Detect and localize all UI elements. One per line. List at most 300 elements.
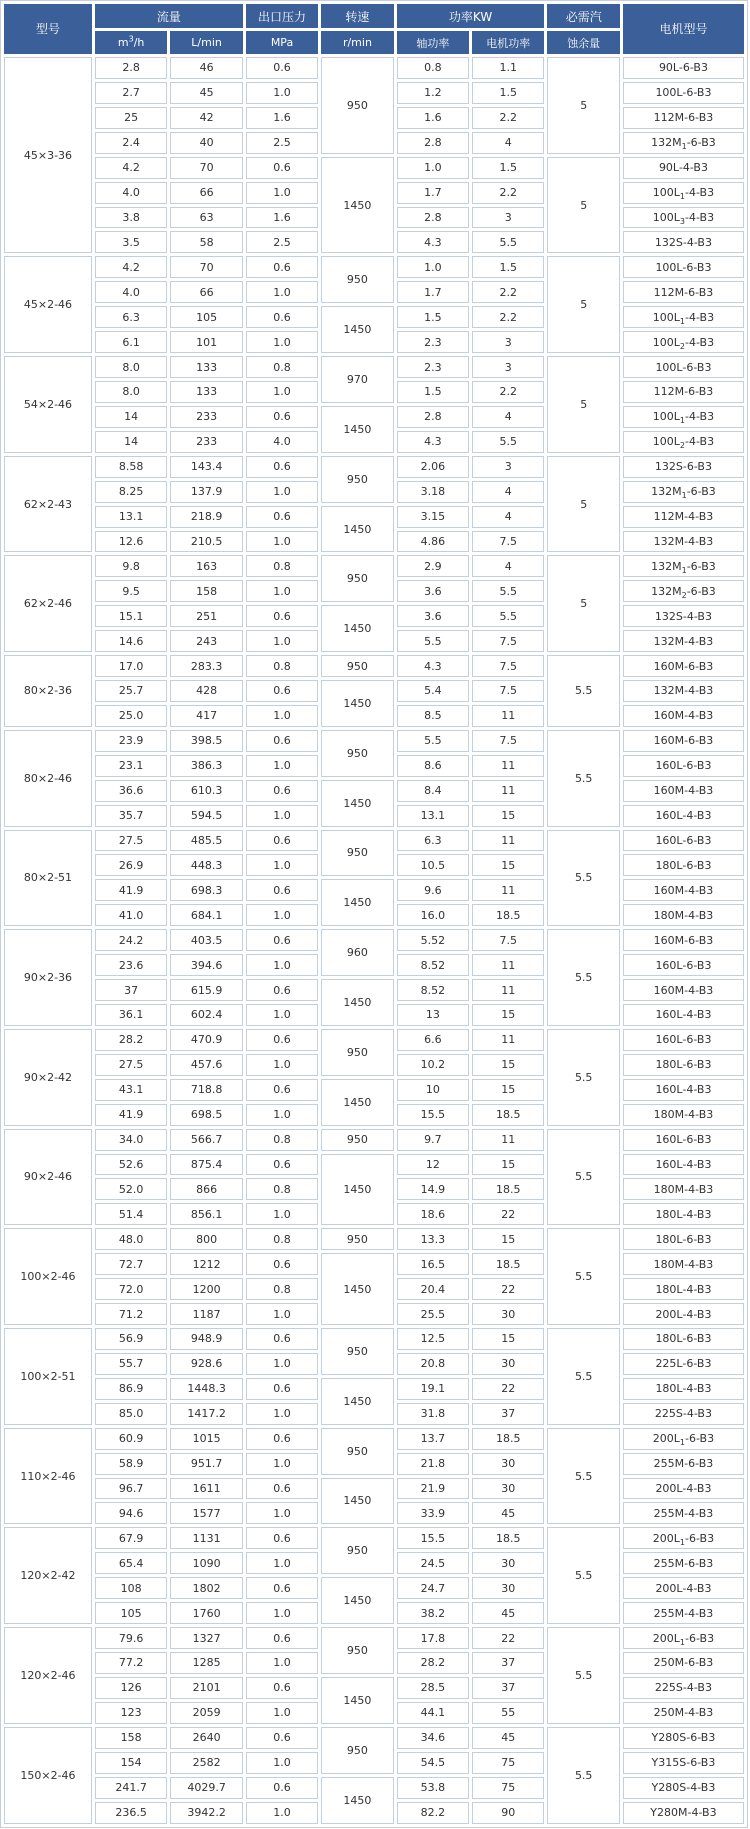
motor-power-cell: 11 bbox=[472, 979, 544, 1001]
motor-power-cell: 5.5 bbox=[472, 605, 544, 627]
flow-lmin-cell: 101 bbox=[170, 331, 242, 353]
motor-model-cell bbox=[623, 630, 744, 652]
motor-model-cell bbox=[623, 1802, 744, 1824]
pressure-cell: 1.0 bbox=[246, 1054, 318, 1076]
pump-model-cell: 120×2-46 bbox=[4, 1627, 92, 1724]
motor-model-text: 100L-6-B3 bbox=[655, 260, 712, 274]
motor-model-cell bbox=[623, 1677, 744, 1699]
flow-m3h-cell: 3.8 bbox=[95, 207, 167, 229]
shaft-power-cell: 1.5 bbox=[397, 306, 469, 328]
flow-m3h-cell: 108 bbox=[95, 1577, 167, 1599]
motor-power-cell: 4 bbox=[472, 506, 544, 528]
flow-m3h-cell: 27.5 bbox=[95, 1054, 167, 1076]
motor-power-cell: 18.5 bbox=[472, 1253, 544, 1275]
shaft-power-cell: 5.5 bbox=[397, 630, 469, 652]
table-row bbox=[4, 1478, 744, 1500]
motor-model-text: 160L-6-B3 bbox=[655, 1133, 712, 1147]
speed-cell: 1450 bbox=[321, 406, 393, 453]
motor-model-subscript: 2 bbox=[679, 341, 686, 351]
table-row bbox=[4, 605, 744, 627]
motor-model-subscript: 1 bbox=[679, 316, 686, 326]
flow-m3h-cell: 72.7 bbox=[95, 1253, 167, 1275]
shaft-power-cell: 2.8 bbox=[397, 207, 469, 229]
motor-model-cell bbox=[623, 506, 744, 528]
pump-model-cell: 80×2-46 bbox=[4, 730, 92, 827]
shaft-power-cell: 10.5 bbox=[397, 854, 469, 876]
header-speed-unit: r/min bbox=[321, 31, 393, 54]
motor-model-text: 132M-4-B3 bbox=[653, 684, 714, 698]
table-row bbox=[4, 929, 744, 951]
table-row bbox=[4, 979, 744, 1001]
shaft-power-cell: 5.5 bbox=[397, 730, 469, 752]
flow-lmin-cell: 1200 bbox=[170, 1278, 242, 1300]
motor-power-cell: 5.5 bbox=[472, 580, 544, 602]
motor-model-subscript: 1 bbox=[679, 1637, 686, 1647]
motor-model-cell bbox=[623, 256, 744, 278]
header-motor-power: 电机功率 bbox=[472, 31, 544, 54]
motor-power-cell: 3 bbox=[472, 456, 544, 478]
motor-model-cell bbox=[623, 1129, 744, 1151]
pump-model-cell: 62×2-43 bbox=[4, 456, 92, 553]
motor-power-cell: 15 bbox=[472, 805, 544, 827]
motor-model-subscript: 1 bbox=[681, 142, 687, 152]
flow-m3h-cell: 41.9 bbox=[95, 1104, 167, 1126]
flow-lmin-cell: 2582 bbox=[170, 1752, 242, 1774]
pressure-cell: 1.0 bbox=[246, 755, 318, 777]
pressure-cell: 0.6 bbox=[246, 1777, 318, 1799]
flow-lmin-cell: 398.5 bbox=[170, 730, 242, 752]
motor-model-text: 180L-6-B3 bbox=[655, 1232, 712, 1246]
flow-m3h-cell: 34.0 bbox=[95, 1129, 167, 1151]
shaft-power-cell: 24.5 bbox=[397, 1552, 469, 1574]
flow-m3h-cell: 2.7 bbox=[95, 82, 167, 104]
pressure-cell: 1.0 bbox=[246, 580, 318, 602]
motor-model-cell bbox=[623, 481, 744, 503]
table-row bbox=[4, 1677, 744, 1699]
flow-m3h-cell: 24.2 bbox=[95, 929, 167, 951]
shaft-power-cell: 54.5 bbox=[397, 1752, 469, 1774]
pressure-cell: 1.0 bbox=[246, 705, 318, 727]
motor-model-text: Y280M-4-B3 bbox=[650, 1806, 717, 1820]
motor-model-cell bbox=[623, 755, 744, 777]
pressure-cell: 4.0 bbox=[246, 431, 318, 453]
motor-model-text: 160L-6-B3 bbox=[655, 759, 712, 773]
table-row bbox=[4, 1129, 744, 1151]
motor-model-subscript: 1 bbox=[679, 1438, 686, 1448]
flow-m3h-cell: 58.9 bbox=[95, 1453, 167, 1475]
table-row bbox=[4, 730, 744, 752]
table-row bbox=[4, 1253, 744, 1275]
flow-lmin-cell: 40 bbox=[170, 132, 242, 154]
table-row bbox=[4, 356, 744, 378]
motor-model-text: 100L bbox=[652, 335, 680, 349]
flow-lmin-cell: 233 bbox=[170, 431, 242, 453]
pressure-cell: 1.0 bbox=[246, 1752, 318, 1774]
shaft-power-cell: 5.4 bbox=[397, 680, 469, 702]
motor-model-subscript: 2 bbox=[681, 590, 687, 600]
motor-model-cell bbox=[623, 1029, 744, 1051]
motor-power-cell: 4 bbox=[472, 132, 544, 154]
motor-power-cell: 4 bbox=[472, 555, 544, 577]
shaft-power-cell: 5.52 bbox=[397, 929, 469, 951]
pressure-cell: 0.8 bbox=[246, 1228, 318, 1250]
speed-cell: 1450 bbox=[321, 1154, 393, 1226]
motor-power-cell: 22 bbox=[472, 1378, 544, 1400]
shaft-power-cell: 10 bbox=[397, 1079, 469, 1101]
motor-model-cell bbox=[623, 82, 744, 104]
flow-m3h-cell: 36.6 bbox=[95, 780, 167, 802]
motor-model-subscript: 1 bbox=[679, 192, 686, 202]
flow-lmin-cell: 403.5 bbox=[170, 929, 242, 951]
pump-model-cell: 100×2-51 bbox=[4, 1328, 92, 1425]
motor-model-text: 112M-4-B3 bbox=[653, 510, 714, 524]
flow-lmin-cell: 233 bbox=[170, 406, 242, 428]
speed-cell: 970 bbox=[321, 356, 393, 403]
flow-m3h-cell: 77.2 bbox=[95, 1652, 167, 1674]
motor-power-cell: 11 bbox=[472, 755, 544, 777]
flow-lmin-cell: 143.4 bbox=[170, 456, 242, 478]
motor-model-text: 132M bbox=[651, 559, 682, 573]
pressure-cell: 0.6 bbox=[246, 1627, 318, 1649]
shaft-power-cell: 15.5 bbox=[397, 1527, 469, 1549]
pressure-cell: 1.0 bbox=[246, 1104, 318, 1126]
motor-model-cell bbox=[623, 1777, 744, 1799]
flow-lmin-cell: 866 bbox=[170, 1178, 242, 1200]
motor-power-cell: 2.2 bbox=[472, 281, 544, 303]
speed-cell: 1450 bbox=[321, 780, 393, 827]
flow-m3h-cell: 65.4 bbox=[95, 1552, 167, 1574]
table-row bbox=[4, 1228, 744, 1250]
speed-cell: 1450 bbox=[321, 1079, 393, 1126]
motor-model-cell bbox=[623, 1278, 744, 1300]
motor-model-text: 132M-4-B3 bbox=[653, 534, 714, 548]
table-row bbox=[4, 1378, 744, 1400]
motor-model-text: 160L-4-B3 bbox=[655, 1083, 712, 1097]
header-pressure-unit: MPa bbox=[246, 31, 318, 54]
motor-model-text: 200L-4-B3 bbox=[655, 1581, 712, 1595]
motor-model-text: 180L-6-B3 bbox=[655, 1058, 712, 1072]
shaft-power-cell: 4.3 bbox=[397, 431, 469, 453]
flow-lmin-cell: 602.4 bbox=[170, 1004, 242, 1026]
flow-lmin-cell: 133 bbox=[170, 356, 242, 378]
shaft-power-cell: 34.6 bbox=[397, 1727, 469, 1749]
motor-model-cell bbox=[623, 356, 744, 378]
table-row bbox=[4, 157, 744, 179]
speed-cell: 1450 bbox=[321, 979, 393, 1026]
speed-cell: 950 bbox=[321, 1129, 393, 1151]
shaft-power-cell: 8.5 bbox=[397, 705, 469, 727]
flow-lmin-cell: 283.3 bbox=[170, 655, 242, 677]
table-row bbox=[4, 1428, 744, 1450]
pressure-cell: 0.6 bbox=[246, 406, 318, 428]
shaft-power-cell: 13.7 bbox=[397, 1428, 469, 1450]
header-npsh-line1: 必需汽 bbox=[547, 4, 619, 28]
shaft-power-cell: 18.6 bbox=[397, 1203, 469, 1225]
motor-power-cell: 75 bbox=[472, 1777, 544, 1799]
flow-m3h-cell: 126 bbox=[95, 1677, 167, 1699]
flow-lmin-cell: 615.9 bbox=[170, 979, 242, 1001]
motor-model-cell bbox=[623, 1552, 744, 1574]
speed-cell: 950 bbox=[321, 830, 393, 877]
motor-model-suffix: -6-B3 bbox=[685, 1531, 715, 1545]
flow-m3h-cell: 71.2 bbox=[95, 1303, 167, 1325]
pump-model-cell: 120×2-42 bbox=[4, 1527, 92, 1624]
shaft-power-cell: 16.5 bbox=[397, 1253, 469, 1275]
flow-m3h-cell: 4.0 bbox=[95, 281, 167, 303]
motor-model-cell bbox=[623, 207, 744, 229]
flow-lmin-cell: 70 bbox=[170, 157, 242, 179]
npsh-cell: 5 bbox=[547, 456, 619, 553]
shaft-power-cell: 20.4 bbox=[397, 1278, 469, 1300]
motor-power-cell: 11 bbox=[472, 1129, 544, 1151]
pressure-cell: 0.6 bbox=[246, 456, 318, 478]
motor-model-cell bbox=[623, 57, 744, 79]
npsh-cell: 5.5 bbox=[547, 1129, 619, 1226]
pressure-cell: 0.6 bbox=[246, 1527, 318, 1549]
motor-model-cell bbox=[623, 1203, 744, 1225]
motor-power-cell: 55 bbox=[472, 1702, 544, 1724]
unit-m3h-sup: 3 bbox=[128, 34, 134, 44]
motor-model-text: 160M-4-B3 bbox=[653, 983, 714, 997]
motor-model-cell bbox=[623, 531, 744, 553]
speed-cell: 1450 bbox=[321, 1478, 393, 1525]
pressure-cell: 1.0 bbox=[246, 904, 318, 926]
pressure-cell: 0.6 bbox=[246, 1727, 318, 1749]
table-row bbox=[4, 780, 744, 802]
motor-power-cell: 30 bbox=[472, 1453, 544, 1475]
pump-model-cell: 80×2-51 bbox=[4, 830, 92, 927]
flow-m3h-cell: 23.9 bbox=[95, 730, 167, 752]
pressure-cell: 1.0 bbox=[246, 82, 318, 104]
motor-power-cell: 30 bbox=[472, 1577, 544, 1599]
motor-power-cell: 45 bbox=[472, 1502, 544, 1524]
motor-model-cell bbox=[623, 1577, 744, 1599]
flow-lmin-cell: 42 bbox=[170, 107, 242, 129]
motor-power-cell: 15 bbox=[472, 1154, 544, 1176]
motor-model-suffix: -4-B3 bbox=[685, 335, 715, 349]
flow-lmin-cell: 66 bbox=[170, 281, 242, 303]
pressure-cell: 1.6 bbox=[246, 107, 318, 129]
motor-model-cell bbox=[623, 431, 744, 453]
motor-model-subscript: 3 bbox=[679, 217, 686, 227]
flow-m3h-cell: 8.25 bbox=[95, 481, 167, 503]
flow-lmin-cell: 1212 bbox=[170, 1253, 242, 1275]
motor-model-cell bbox=[623, 1228, 744, 1250]
motor-model-cell bbox=[623, 1253, 744, 1275]
motor-power-cell: 90 bbox=[472, 1802, 544, 1824]
flow-lmin-cell: 1285 bbox=[170, 1652, 242, 1674]
flow-lmin-cell: 1187 bbox=[170, 1303, 242, 1325]
motor-power-cell: 18.5 bbox=[472, 1104, 544, 1126]
shaft-power-cell: 1.0 bbox=[397, 157, 469, 179]
motor-power-cell: 1.5 bbox=[472, 256, 544, 278]
npsh-cell: 5.5 bbox=[547, 830, 619, 927]
motor-model-suffix: -6-B3 bbox=[685, 1631, 715, 1645]
motor-model-cell bbox=[623, 929, 744, 951]
motor-model-text: 160L-6-B3 bbox=[655, 834, 712, 848]
motor-power-cell: 7.5 bbox=[472, 630, 544, 652]
motor-model-text: 112M-6-B3 bbox=[653, 385, 714, 399]
npsh-cell: 5 bbox=[547, 57, 619, 154]
motor-model-text: 255M-6-B3 bbox=[653, 1556, 714, 1570]
pressure-cell: 0.6 bbox=[246, 929, 318, 951]
header-row-1 bbox=[4, 4, 744, 28]
shaft-power-cell: 14.9 bbox=[397, 1178, 469, 1200]
motor-model-text: 200L-4-B3 bbox=[655, 1307, 712, 1321]
pressure-cell: 0.8 bbox=[246, 1278, 318, 1300]
npsh-cell: 5.5 bbox=[547, 655, 619, 727]
table-row bbox=[4, 555, 744, 577]
pump-model-cell: 90×2-42 bbox=[4, 1029, 92, 1126]
table-row bbox=[4, 680, 744, 702]
pressure-cell: 1.0 bbox=[246, 1353, 318, 1375]
flow-m3h-cell: 12.6 bbox=[95, 531, 167, 553]
motor-power-cell: 37 bbox=[472, 1652, 544, 1674]
shaft-power-cell: 15.5 bbox=[397, 1104, 469, 1126]
flow-m3h-cell: 56.9 bbox=[95, 1328, 167, 1350]
motor-model-text: 180L-4-B3 bbox=[655, 1382, 712, 1396]
shaft-power-cell: 4.86 bbox=[397, 531, 469, 553]
flow-lmin-cell: 485.5 bbox=[170, 830, 242, 852]
motor-model-cell bbox=[623, 580, 744, 602]
motor-power-cell: 1.5 bbox=[472, 157, 544, 179]
shaft-power-cell: 20.8 bbox=[397, 1353, 469, 1375]
table-row bbox=[4, 1029, 744, 1051]
motor-model-text: 132M bbox=[651, 584, 682, 598]
flow-lmin-cell: 2640 bbox=[170, 1727, 242, 1749]
flow-lmin-cell: 63 bbox=[170, 207, 242, 229]
motor-model-cell bbox=[623, 1502, 744, 1524]
motor-model-text: 200L bbox=[652, 1531, 680, 1545]
flow-m3h-cell: 86.9 bbox=[95, 1378, 167, 1400]
pump-model-cell: 80×2-36 bbox=[4, 655, 92, 727]
motor-power-cell: 1.5 bbox=[472, 82, 544, 104]
npsh-cell: 5 bbox=[547, 256, 619, 353]
npsh-cell: 5 bbox=[547, 356, 619, 453]
flow-lmin-cell: 3942.2 bbox=[170, 1802, 242, 1824]
pressure-cell: 0.6 bbox=[246, 1079, 318, 1101]
table-row bbox=[4, 1527, 744, 1549]
speed-cell: 1450 bbox=[321, 879, 393, 926]
pressure-cell: 1.0 bbox=[246, 182, 318, 204]
pressure-cell: 0.6 bbox=[246, 157, 318, 179]
shaft-power-cell: 12 bbox=[397, 1154, 469, 1176]
motor-model-suffix: -4-B3 bbox=[685, 435, 715, 449]
speed-cell: 950 bbox=[321, 1029, 393, 1076]
motor-power-cell: 3 bbox=[472, 207, 544, 229]
motor-model-cell bbox=[623, 1054, 744, 1076]
shaft-power-cell: 33.9 bbox=[397, 1502, 469, 1524]
motor-power-cell: 45 bbox=[472, 1727, 544, 1749]
motor-model-text: 100L bbox=[652, 410, 680, 424]
pressure-cell: 1.0 bbox=[246, 531, 318, 553]
motor-model-subscript: 1 bbox=[679, 416, 686, 426]
flow-lmin-cell: 1802 bbox=[170, 1577, 242, 1599]
motor-model-subscript: 1 bbox=[681, 566, 687, 576]
motor-model-cell bbox=[623, 1428, 744, 1450]
motor-model-cell bbox=[623, 231, 744, 253]
motor-power-cell: 7.5 bbox=[472, 531, 544, 553]
motor-model-text: 160M-6-B3 bbox=[653, 734, 714, 748]
motor-power-cell: 3 bbox=[472, 356, 544, 378]
motor-model-cell bbox=[623, 1702, 744, 1724]
motor-power-cell: 2.2 bbox=[472, 306, 544, 328]
shaft-power-cell: 4.3 bbox=[397, 231, 469, 253]
shaft-power-cell: 28.2 bbox=[397, 1652, 469, 1674]
flow-lmin-cell: 610.3 bbox=[170, 780, 242, 802]
flow-lmin-cell: 46 bbox=[170, 57, 242, 79]
shaft-power-cell: 38.2 bbox=[397, 1602, 469, 1624]
pressure-cell: 1.0 bbox=[246, 1802, 318, 1824]
flow-lmin-cell: 448.3 bbox=[170, 854, 242, 876]
pressure-cell: 0.6 bbox=[246, 979, 318, 1001]
motor-model-suffix: -4-B3 bbox=[685, 210, 715, 224]
motor-power-cell: 18.5 bbox=[472, 1428, 544, 1450]
motor-model-text: 90L-6-B3 bbox=[658, 61, 708, 75]
flow-m3h-cell: 52.0 bbox=[95, 1178, 167, 1200]
header-pressure: 出口压力 bbox=[246, 4, 318, 28]
unit-m3h-base: m bbox=[117, 36, 129, 49]
shaft-power-cell: 24.7 bbox=[397, 1577, 469, 1599]
motor-model-text: 180M-4-B3 bbox=[653, 1182, 714, 1196]
shaft-power-cell: 1.7 bbox=[397, 281, 469, 303]
shaft-power-cell: 44.1 bbox=[397, 1702, 469, 1724]
speed-cell: 1450 bbox=[321, 157, 393, 254]
flow-lmin-cell: 1327 bbox=[170, 1627, 242, 1649]
header-npsh-line2: 蚀余量 bbox=[547, 31, 619, 54]
flow-lmin-cell: 2059 bbox=[170, 1702, 242, 1724]
speed-cell: 950 bbox=[321, 1627, 393, 1674]
pump-model-cell: 45×2-46 bbox=[4, 256, 92, 353]
pump-model-cell: 90×2-46 bbox=[4, 1129, 92, 1226]
motor-model-cell bbox=[623, 730, 744, 752]
motor-model-text: 250M-4-B3 bbox=[653, 1706, 714, 1720]
table-row bbox=[4, 1328, 744, 1350]
motor-model-suffix: -4-B3 bbox=[685, 410, 715, 424]
motor-power-cell: 7.5 bbox=[472, 730, 544, 752]
shaft-power-cell: 8.6 bbox=[397, 755, 469, 777]
flow-m3h-cell: 3.5 bbox=[95, 231, 167, 253]
motor-model-text: Y280S-6-B3 bbox=[651, 1731, 716, 1745]
flow-lmin-cell: 1611 bbox=[170, 1478, 242, 1500]
motor-model-text: 132S-4-B3 bbox=[654, 235, 712, 249]
motor-model-cell bbox=[623, 904, 744, 926]
flow-m3h-cell: 85.0 bbox=[95, 1403, 167, 1425]
flow-m3h-cell: 35.7 bbox=[95, 805, 167, 827]
pressure-cell: 0.6 bbox=[246, 1328, 318, 1350]
flow-lmin-cell: 133 bbox=[170, 381, 242, 403]
shaft-power-cell: 3.18 bbox=[397, 481, 469, 503]
shaft-power-cell: 4.3 bbox=[397, 655, 469, 677]
motor-model-cell bbox=[623, 1004, 744, 1026]
motor-model-text: 132S-4-B3 bbox=[654, 609, 712, 623]
npsh-cell: 5.5 bbox=[547, 929, 619, 1026]
motor-power-cell: 11 bbox=[472, 705, 544, 727]
header-flow: 流量 bbox=[95, 4, 243, 28]
pressure-cell: 2.5 bbox=[246, 132, 318, 154]
flow-lmin-cell: 70 bbox=[170, 256, 242, 278]
shaft-power-cell: 3.15 bbox=[397, 506, 469, 528]
flow-lmin-cell: 105 bbox=[170, 306, 242, 328]
motor-model-text: 225S-4-B3 bbox=[654, 1407, 712, 1421]
flow-lmin-cell: 417 bbox=[170, 705, 242, 727]
pressure-cell: 1.0 bbox=[246, 331, 318, 353]
motor-model-cell bbox=[623, 1403, 744, 1425]
motor-power-cell: 15 bbox=[472, 1228, 544, 1250]
motor-power-cell: 75 bbox=[472, 1752, 544, 1774]
motor-model-text: 160L-4-B3 bbox=[655, 1008, 712, 1022]
motor-model-cell bbox=[623, 331, 744, 353]
